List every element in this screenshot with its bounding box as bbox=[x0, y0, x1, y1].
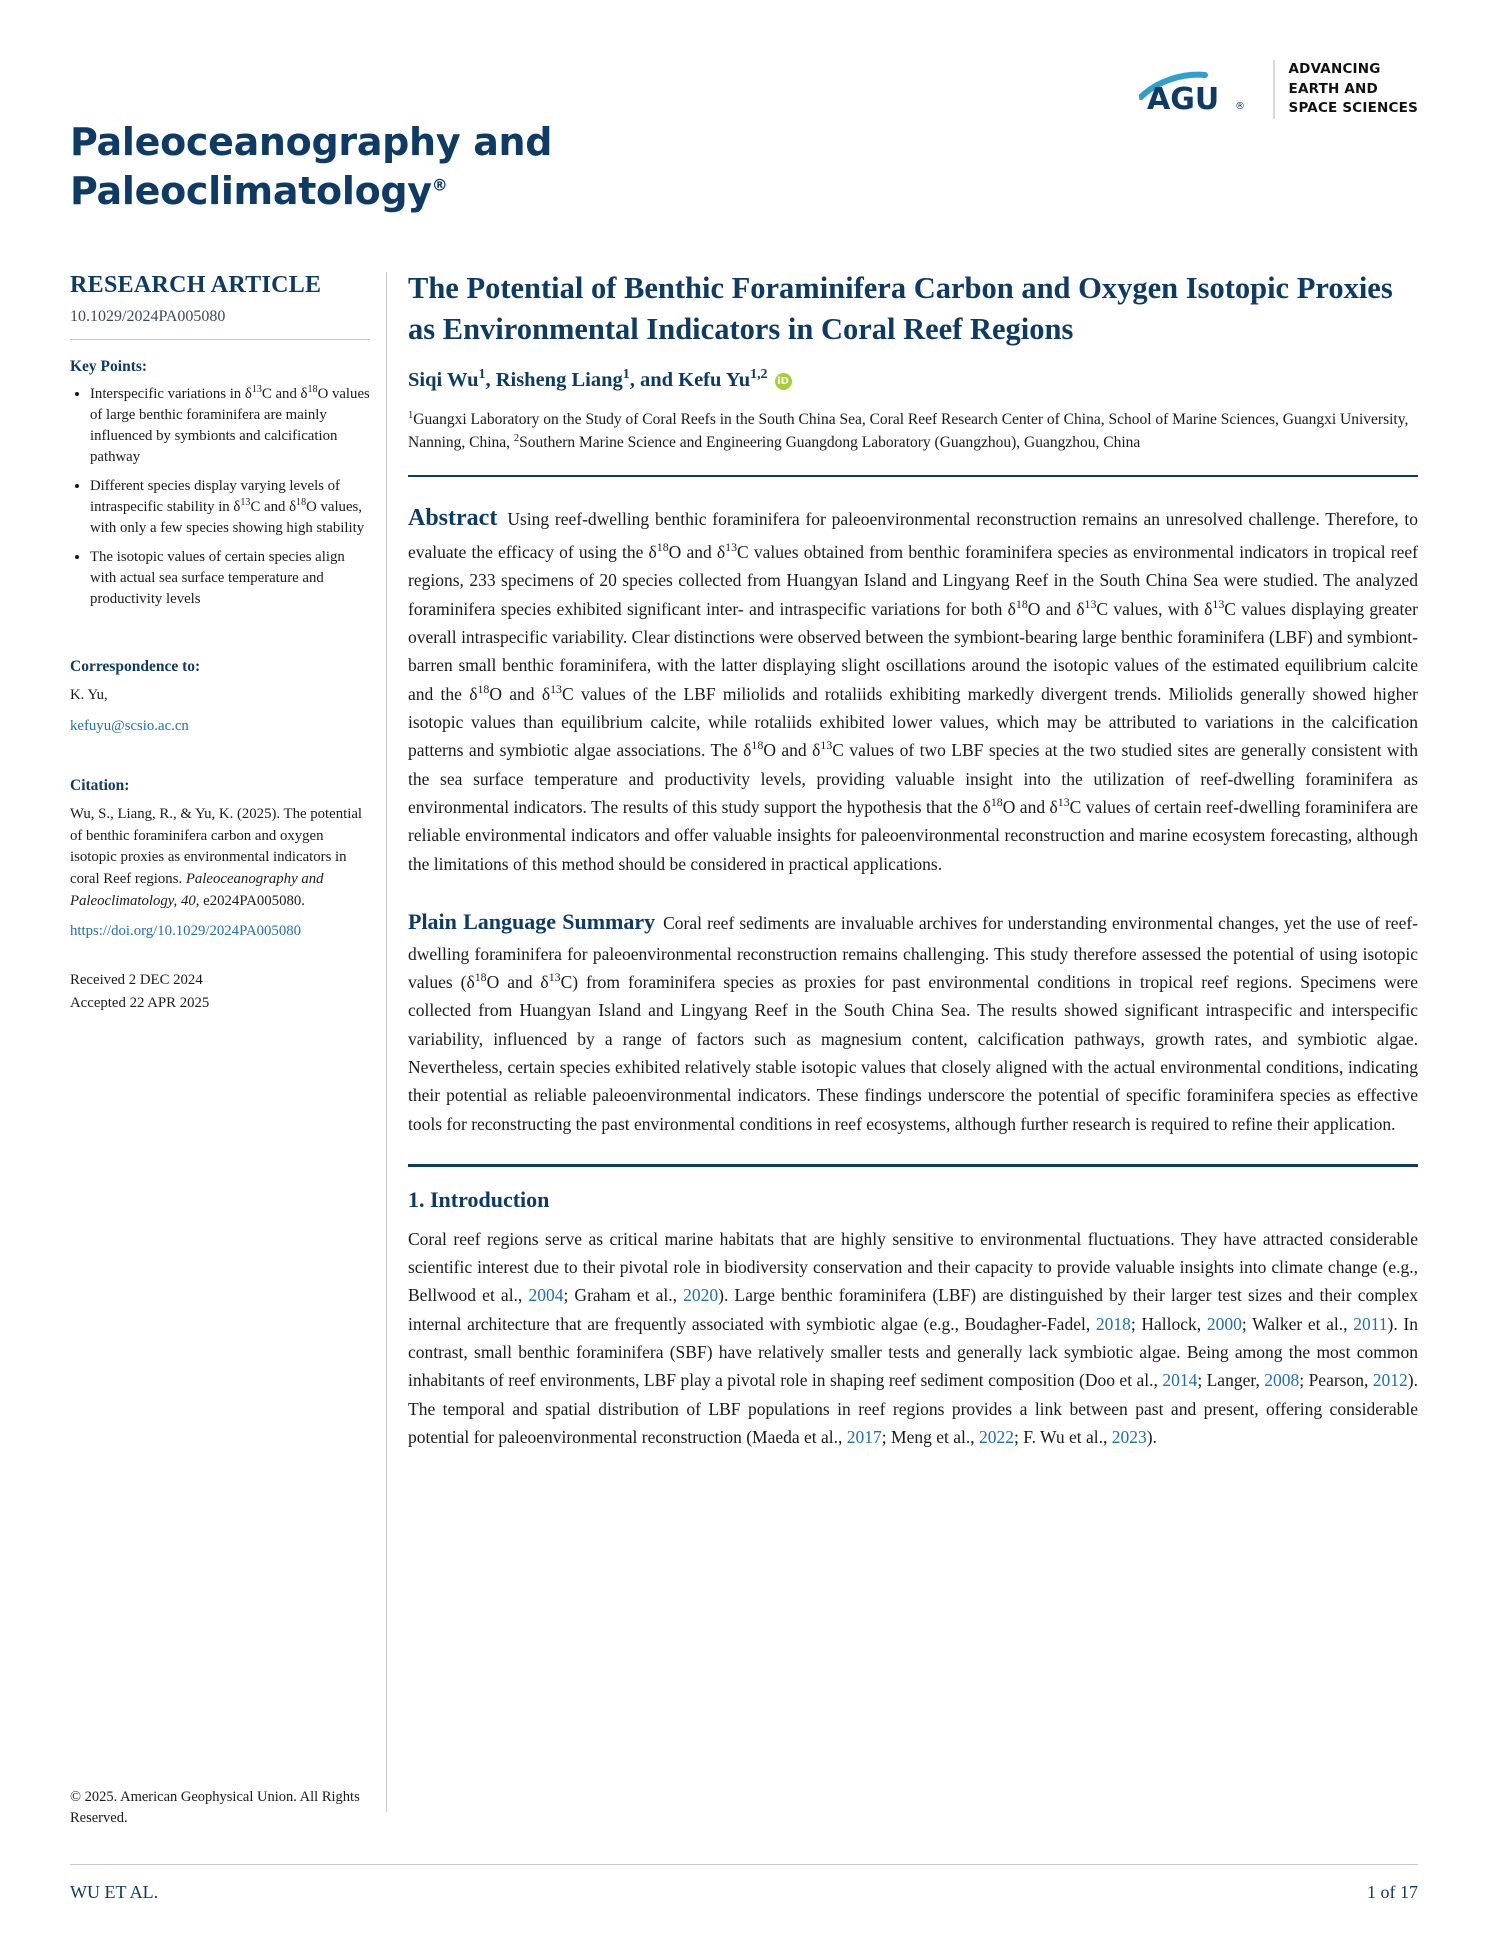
pls-text: Coral reef sediments are invaluable archives for understanding environmental changes, yet the use of reef-dwelling foraminifera for paleoenvironmental reconstruction remains challenging. This study therefore assessed the potential of using isotopic values ($\delta^{18}O$ and $\delta^{13}C$) from foraminifera species as proxies for past environmental conditions in tropical reef regions. Specimens were collected from Huangyan Island and Lingyang Reef in the South China Sea. The results showed significant intraspecific and interspecific variability, influenced by a range of factors such as magnesium content, calcification pathways, growth rates, and symbiotic algae. Nevertheless, certain species exhibited relatively stable isotopic values that closely aligned with the actual environmental conditions, indicating their potential as reliable paleoenvironmental indicators. These findings underscore the potential of specific foraminifera species as effective tools for reconstructing the past environmental conditions in reef ecosystems, although further research is required to refine their application. bbox=[408, 913, 1418, 1134]
received-date: Received 2 DEC 2024 bbox=[70, 971, 203, 988]
citation-text bbox=[70, 804, 370, 912]
masthead bbox=[70, 60, 1418, 213]
author-list bbox=[408, 369, 1418, 392]
section-rule-top bbox=[408, 475, 1418, 478]
list-item: • Interspecific variations in $\delta^{13}C$ and $\delta^{18}O$ values of large benthic foraminifera are mainly influenced by symbionts and calcification pathway bbox=[90, 384, 370, 468]
page-number: 1 of 17 bbox=[1367, 1882, 1418, 1902]
key-points-heading: Key Points: bbox=[70, 358, 148, 375]
citation-tail: , e2024PA005080. bbox=[195, 892, 305, 909]
agu-logo-icon bbox=[1139, 63, 1259, 115]
column-divider bbox=[386, 272, 387, 1812]
journal-title-line1: Paleoceanography and bbox=[70, 120, 553, 164]
reference-link[interactable]: 2017 bbox=[846, 1427, 882, 1448]
reference-link[interactable]: 2004 bbox=[528, 1285, 564, 1306]
article-type-label: RESEARCH ARTICLE bbox=[70, 272, 322, 298]
section-rule-bottom bbox=[408, 1164, 1418, 1167]
reference-link[interactable]: 2008 bbox=[1264, 1370, 1300, 1391]
citation-heading: Citation: bbox=[70, 777, 130, 795]
plain-language-summary-section bbox=[408, 904, 1418, 1138]
list-item: • Different species display varying levels of intraspecific stability in $\delta^{13}C$ and $\delta^{18}O$ values, with only a few species showing high stability bbox=[90, 476, 370, 539]
main-content bbox=[408, 268, 1418, 1451]
journal-title-line2: Paleoclimatology bbox=[70, 168, 432, 213]
agu-tagline-line2: EARTH AND bbox=[1288, 80, 1378, 97]
list-item: • The isotopic values of certain species align with actual sea surface temperature and productivity levels bbox=[90, 547, 370, 610]
reference-link[interactable]: 2023 bbox=[1111, 1427, 1147, 1448]
running-head: WU ET AL. bbox=[70, 1882, 159, 1902]
section-1-text: Coral reef regions serve as critical marine habitats that are highly sensitive to environmental fluctuations. They have attracted considerable scientific interest due to their pivotal role in biodiversity conservation and their capacity to provide valuable insights into climate change (e.g., Bellwood et al., 2004; Graham et al., 2020). Large benthic foraminifera (LBF) are distinguished by their larger test sizes and their complex internal architecture that are frequently associated with symbiotic algae (e.g., Boudagher-Fadel, 2018; Hallock, 2000; Walker et al., 2011). In contrast, small benthic foraminifera (SBF) have relatively smaller tests and generally lack symbiotic algae. Being among the most common inhabitants of reef environments, LBF play a pivotal role in shaping reef sediment composition (Doo et al., 2014; Langer, 2008; Pearson, 2012). The temporal and spatial distribution of LBF populations in reef regions provides a link between past and present, offering considerable potential for paleoenvironmental reconstruction (Maeda et al., 2017; Meng et al., 2022; F. Wu et al., 2023). bbox=[408, 1228, 1418, 1448]
abstract-heading: Abstract bbox=[408, 505, 498, 532]
section-1-heading: 1. Introduction bbox=[408, 1186, 550, 1212]
journal-title bbox=[70, 118, 770, 215]
reference-link[interactable]: 2018 bbox=[1095, 1313, 1131, 1334]
pls-heading: Plain Language Summary bbox=[408, 909, 656, 935]
correspondence-name: K. Yu, bbox=[70, 687, 108, 703]
agu-logo bbox=[1139, 60, 1418, 119]
footer-divider bbox=[70, 1864, 1418, 1865]
agu-tagline-line3: SPACE SCIENCES bbox=[1288, 100, 1418, 117]
reference-link[interactable]: 2022 bbox=[979, 1427, 1014, 1448]
agu-tagline-line1: ADVANCING bbox=[1288, 61, 1381, 77]
reference-link[interactable]: 2000 bbox=[1206, 1313, 1242, 1334]
citation-doi-link[interactable]: https://doi.org/10.1029/2024PA005080 bbox=[70, 923, 302, 940]
key-points-list bbox=[70, 384, 370, 610]
sidebar bbox=[70, 272, 370, 1015]
reference-link[interactable]: 2014 bbox=[1162, 1370, 1198, 1391]
registered-mark: ® bbox=[431, 174, 448, 194]
copyright-notice: © 2025. American Geophysical Union. All Rights Reserved. bbox=[70, 1789, 360, 1826]
agu-tagline bbox=[1273, 60, 1418, 119]
reference-link[interactable]: 2012 bbox=[1372, 1370, 1408, 1391]
page-title: The Potential of Benthic Foraminifera Carbon and Oxygen Isotopic Proxies as Environmental Indicators in Coral Reef Regions bbox=[408, 271, 1393, 346]
doi-label: 10.1029/2024PA005080 bbox=[70, 308, 226, 325]
sidebar-divider-1 bbox=[70, 339, 370, 340]
citation-body: Wu, S., Liang, R., & Yu, K. (2025). The potential of benthic foraminifera carbon and oxygen isotopic proxies as environmental indicators in coral Reef regions. bbox=[70, 806, 363, 887]
citation-journal: Paleoceanography and Paleoclimatology, 40 bbox=[70, 870, 324, 909]
abstract-text: Using reef-dwelling benthic foraminifera for paleoenvironmental reconstruction remains an unresolved challenge. Therefore, to evaluate the efficacy of using the $\delta^{18}O$ and $\delta^{13}C$ values obtained from benthic foraminifera species as environmental indicators in tropical reef regions, 233 specimens of 20 species collected from Huangyan Island and Lingyang Reef in the South China Sea were studied. The analyzed foraminifera species exhibited significant inter- and intraspecific variations for both $\delta^{18}O$ and $\delta^{13}C$ values, with $\delta^{13}C$ values displaying greater overall intraspecific variability. Clear distinctions were observed between the symbiont-bearing large benthic foraminifera (LBF) and symbiont-barren small benthic foraminifera, with the latter displaying slight oscillations around the isotopic values of the estimated equilibrium calcite and the $\delta^{18}O$ and $\delta^{13}C$ values of the LBF miliolids and rotaliids exhibiting markedly divergent trends. Miliolids generally showed higher isotopic values than equilibrium calcite, while rotaliids exhibited lower values, which may be attributed to variations in the calcification patterns and symbiotic algae associations. The $\delta^{18}O$ and $\delta^{13}C$ values of two LBF species at the two studied sites are generally consistent with the sea surface temperature and productivity levels, providing valuable insight into the utilization of reef-dwelling foraminifera as environmental indicators. The results of this study support the hypothesis that the $\delta^{18}O$ and $\delta^{13}C$ values of certain reef-dwelling foraminifera are reliable environmental indicators and offer valuable insights for paleoenvironmental reconstruction and marine ecosystem forecasting, although the limitations of this method should be considered in practical applications. bbox=[408, 509, 1418, 874]
author-names: Siqi Wu$^1$, Risheng Liang$^1$, and Kefu Yu$^{1,2}$ bbox=[408, 367, 768, 392]
correspondence-email-link[interactable]: kefuyu@scsio.ac.cn bbox=[70, 717, 189, 734]
orcid-icon[interactable] bbox=[775, 373, 792, 390]
reference-link[interactable]: 2020 bbox=[683, 1285, 719, 1306]
reference-link[interactable]: 2011 bbox=[1353, 1313, 1388, 1334]
svg-text:AGU: AGU bbox=[1146, 82, 1219, 116]
abstract-section bbox=[408, 499, 1418, 878]
correspondence-heading: Correspondence to: bbox=[70, 658, 201, 675]
article-dates bbox=[70, 969, 370, 1015]
page-footer bbox=[70, 1882, 1418, 1903]
svg-text:®: ® bbox=[1234, 101, 1245, 113]
affiliations: $^1$Guangxi Laboratory on the Study of Coral Reefs in the South China Sea, Coral Reef Research Center of China, School of Marine Sciences, Guangxi University, Nanning, China, $^2$Southern Marine Science and Engineering Guangdong Laboratory (Guangzhou), Guangzhou, China bbox=[408, 409, 1409, 452]
accepted-date: Accepted 22 APR 2025 bbox=[70, 994, 210, 1011]
